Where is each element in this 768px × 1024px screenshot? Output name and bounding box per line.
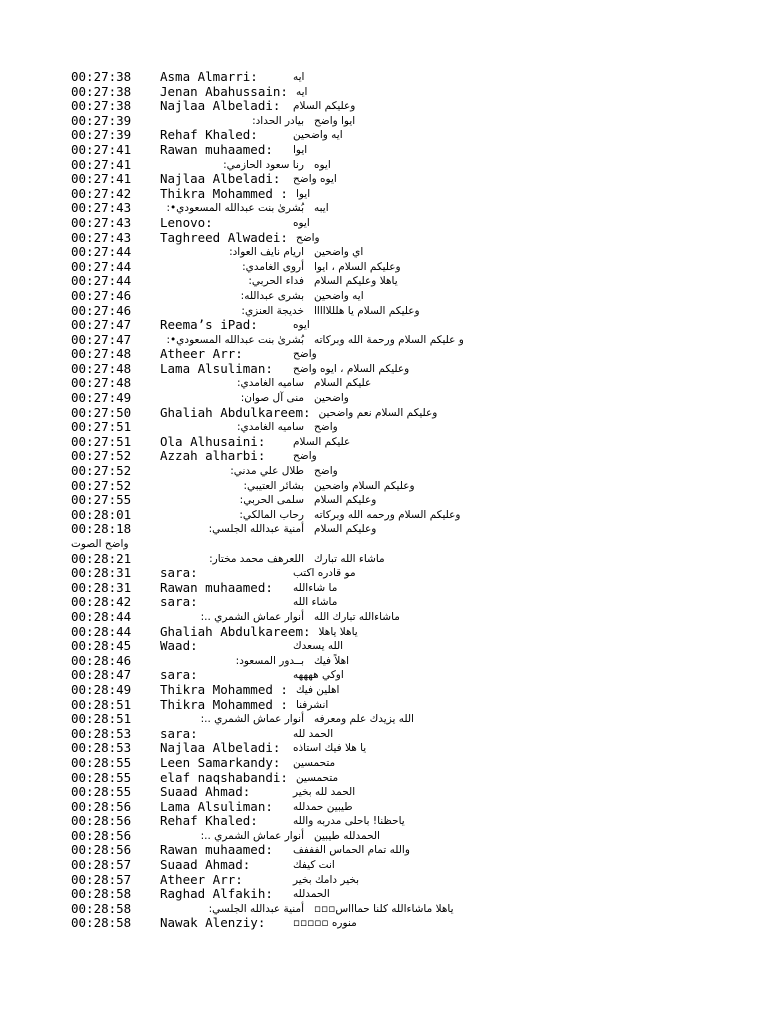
timestamp: 00:28:31 [71,565,132,581]
chat-line [0,406,768,421]
timestamp: 00:27:48 [71,346,132,362]
chat-line [0,99,768,114]
message-text: ايبه [314,202,329,215]
message-text: اهلين فيك [295,683,340,696]
message-text: ماشاء الله تبارك [314,552,385,565]
sender-name: Taghreed Alwadei: [160,229,288,245]
sender-name: طلال علي مدني: [230,465,304,478]
message-text: ياهلا وعليكم السلام [314,275,398,288]
timestamp: 00:27:52 [71,463,132,479]
chat-line [0,114,768,129]
message-text: و عليكم السلام ورحمة الله وبركاته [314,333,464,346]
sender-name: بشرى عبدالله: [240,289,304,302]
message-text: ايوه [314,158,331,171]
message-text: وعليكم السلام ، ايوه واضح [293,362,410,375]
message-text: وعليكم السلام [293,100,356,113]
chat-line [0,581,768,596]
message-text: ياهلا ماشاءالله كلنا حماااس▫▫▫ [314,902,454,915]
message-text: انشرفنا [295,698,329,711]
sender-name: Ghaliah Abdulkareem: [160,404,311,420]
chat-line [0,274,768,289]
message-text: واضح [314,465,338,478]
timestamp: 00:27:41 [71,156,132,172]
message-text: والله تمام الحماس الفففف [293,844,410,857]
chat-line [0,464,768,479]
sender-name: sara: [160,565,198,581]
continued-message-text: واضح الصوت [71,538,129,550]
sender-name: Ghaliah Abdulkareem: [160,623,311,639]
message-text: عليكم السلام [314,377,372,390]
sender-name: Rawan muhaamed: [160,842,273,858]
chat-line [0,683,768,698]
message-text: واضح [314,421,338,434]
timestamp: 00:28:44 [71,608,132,624]
timestamp: 00:27:39 [71,127,132,143]
chat-line [0,231,768,246]
message-text: ياهلا ياهلا [318,625,358,638]
sender-name: بُشرىٰ بنت عبدالله المسعودي•: [166,333,304,346]
message-text: الله يزيدك علم ومعرفه [314,713,414,726]
chat-line [0,610,768,625]
message-text: وعليكم السلام واضحين [314,479,415,492]
sender-name: Suaad Ahmad: [160,784,251,800]
timestamp: 00:27:43 [71,214,132,230]
sender-name: رحاب المالكي: [239,508,304,521]
sender-name: أنوار عماش الشمري ..: [200,829,304,842]
message-text: مو قادره اكتب [293,567,356,580]
message-text: ايوا [295,187,311,200]
chat-line [0,85,768,100]
chat-log [0,70,768,931]
sender-name: Atheer Arr: [160,871,243,887]
sender-name: بيادر الحداد: [252,114,304,127]
chat-line [0,318,768,333]
message-text: ايه واضحين [293,129,343,142]
message-text: ايه [295,85,308,98]
chat-line [0,172,768,187]
message-text: اي واضحين [314,246,364,259]
message-text: ايوه [293,319,310,332]
chat-line [0,143,768,158]
message-text: الحمدلله طيبين [314,829,380,842]
message-text: ايه واضحين [314,289,364,302]
chat-line [0,566,768,581]
timestamp: 00:27:38 [71,98,132,114]
sender-name: Thikra Mohammed : [160,185,288,201]
sender-name: Asma Almarri: [160,69,258,84]
sender-name: رنا سعود الحازمي: [223,158,304,171]
chat-line [0,639,768,654]
sender-name: ساميه الغامدي: [236,377,304,390]
timestamp: 00:28:56 [71,798,132,814]
timestamp: 00:27:44 [71,258,132,274]
message-text: واضحين [314,392,349,405]
sender-name: Reema’s iPad: [160,317,258,333]
sender-name: اللعرهف محمد مختار: [209,552,304,565]
message-text: واضح [293,348,317,361]
sender-name: Rehaf Khaled: [160,127,258,143]
sender-name: Rehaf Khaled: [160,813,258,829]
timestamp: 00:27:38 [71,69,132,84]
sender-name: Atheer Arr: [160,346,243,362]
timestamp: 00:27:41 [71,171,132,187]
message-text: ايه [293,71,305,83]
chat-line [0,843,768,858]
message-text: وعليكم السلام يا هلللااااا [314,304,420,317]
chat-line [0,756,768,771]
chat-line [0,304,768,319]
timestamp: 00:27:43 [71,229,132,245]
message-text: الله يسعدك [293,640,344,653]
timestamp: 00:28:18 [71,521,132,537]
timestamp: 00:28:53 [71,740,132,756]
timestamp: 00:28:44 [71,623,132,639]
timestamp: 00:28:53 [71,725,132,741]
chat-line [0,479,768,494]
chat-line [0,187,768,202]
timestamp: 00:27:41 [71,141,132,157]
sender-name: Leen Samarkandy: [160,754,281,770]
chat-line [0,771,768,786]
message-text: ماشاء الله [293,596,338,609]
message-text: الحمد لله بخير [293,786,356,799]
chat-line [0,625,768,640]
sender-name: Thikra Mohammed : [160,696,288,712]
sender-name: Nawak Alenziy: [160,915,266,931]
chat-line [0,654,768,669]
chat-line [0,289,768,304]
sender-name: سلمى الحربي: [239,494,304,507]
message-text: وعليكم السلام ورحمه الله وبركاته [314,508,461,521]
sender-name: بــدور المسعود: [235,654,304,667]
message-text: ايوه [293,216,310,229]
chat-line [0,216,768,231]
message-text: الحمد لله [293,727,334,740]
timestamp: 00:28:21 [71,550,132,566]
message-text: ايوه واضح [293,173,337,186]
message-text: اهلاً فيك [314,654,350,667]
chat-line [0,435,768,450]
chat-line [0,712,768,727]
message-text: واضح [295,231,320,244]
sender-name: خديجة العنزي: [241,304,304,317]
sender-name: Najlaa Albeladi: [160,740,281,756]
sender-name: Suaad Ahmad: [160,857,251,873]
timestamp: 00:28:58 [71,900,132,916]
chat-line [0,420,768,435]
timestamp: 00:28:55 [71,784,132,800]
timestamp: 00:28:01 [71,506,132,522]
chat-line [0,376,768,391]
chat-line [0,873,768,888]
sender-name: Waad: [160,638,198,654]
timestamp: 00:27:39 [71,112,132,128]
message-text: وعليكم السلام [314,523,377,536]
timestamp: 00:27:48 [71,360,132,376]
chat-line [0,128,768,143]
message-text: عليكم السلام [293,435,351,448]
chat-line [0,595,768,610]
timestamp: 00:28:51 [71,696,132,712]
chat-line [0,668,768,683]
message-text: وعليكم السلام ، ايوا [314,260,401,273]
message-text: ما شاءالله [293,581,338,594]
sender-name: أمنية عبدالله الجلسي: [208,523,304,536]
chat-line [0,70,768,85]
timestamp: 00:27:51 [71,433,132,449]
sender-name: ساميه الغامدي: [236,421,304,434]
timestamp: 00:28:57 [71,857,132,873]
sender-name: elaf naqshabandi: [160,769,288,785]
message-text: انت كيفك [293,859,335,872]
chat-line [0,741,768,756]
message-text: متحمسين [295,771,339,784]
timestamp: 00:27:43 [71,200,132,216]
message-text: متحمسين [293,756,336,769]
timestamp: 00:27:42 [71,185,132,201]
sender-name: منى آل صوان: [240,392,304,405]
timestamp: 00:28:45 [71,638,132,654]
chat-line [0,333,768,348]
message-text: ياحظنا! باحلى مدربه والله [293,815,405,828]
timestamp: 00:27:52 [71,477,132,493]
chat-line [0,698,768,713]
message-text: وعليكم السلام [314,494,377,507]
message-text: اوكي ههههه [293,669,344,682]
chat-line [0,493,768,508]
message-text: الحمدلله [293,888,330,901]
chat-line [0,391,768,406]
sender-name: Ola Alhusaini: [160,433,266,449]
sender-name: اريام نايف العواد: [229,246,304,259]
chat-line [0,829,768,844]
timestamp: 00:28:47 [71,667,132,683]
timestamp: 00:28:58 [71,915,132,931]
chat-line [0,800,768,815]
chat-line [0,902,768,917]
sender-name: Lenovo: [160,214,213,230]
timestamp: 00:27:44 [71,273,132,289]
message-text: وعليكم السلام نعم واضحين [318,406,438,419]
timestamp: 00:28:56 [71,842,132,858]
timestamp: 00:28:55 [71,754,132,770]
chat-line [0,201,768,216]
chat-line [0,887,768,902]
timestamp: 00:28:46 [71,652,132,668]
timestamp: 00:28:55 [71,769,132,785]
chat-line [0,916,768,931]
timestamp: 00:27:44 [71,244,132,260]
chat-line [0,347,768,362]
message-text: ايوا واضح [314,114,356,127]
sender-name: بشائر العتيبي: [243,479,304,492]
timestamp: 00:28:57 [71,871,132,887]
chat-line [0,449,768,464]
sender-name: Rawan muhaamed: [160,141,273,157]
chat-line [0,508,768,523]
timestamp: 00:28:42 [71,594,132,610]
sender-name: sara: [160,594,198,610]
chat-line [0,362,768,377]
timestamp: 00:27:52 [71,448,132,464]
chat-line [0,260,768,275]
chat-line [0,245,768,260]
timestamp: 00:27:38 [71,83,132,99]
sender-name: بُشرىٰ بنت عبدالله المسعودي•: [166,202,304,215]
sender-name: أنوار عماش الشمري ..: [200,610,304,623]
chat-line [0,785,768,800]
message-text: يا هلا فيك استاذه [293,742,367,755]
sender-name: أروى الغامدي: [242,260,304,273]
sender-name: أمنية عبدالله الجلسي: [208,902,304,915]
chat-line [0,522,768,537]
chat-line [0,727,768,742]
sender-name: Lama Alsuliman: [160,798,273,814]
chat-line [0,158,768,173]
chat-line [0,814,768,829]
timestamp: 00:28:56 [71,813,132,829]
chat-line [0,552,768,567]
message-text: بخير دامك بخير [293,873,360,886]
sender-name: فداء الحربي: [248,275,304,288]
message-text: منوره ▫▫▫▫▫ [293,917,357,930]
timestamp: 00:27:47 [71,317,132,333]
timestamp: 00:28:51 [71,711,132,727]
timestamp: 00:27:46 [71,302,132,318]
timestamp: 00:27:50 [71,404,132,420]
timestamp: 00:27:46 [71,287,132,303]
timestamp: 00:27:49 [71,390,132,406]
sender-name: Thikra Mohammed : [160,681,288,697]
message-text: طيبين حمدلله [293,800,353,813]
sender-name: Jenan Abahussain: [160,83,288,99]
timestamp: 00:28:56 [71,827,132,843]
sender-name: sara: [160,667,198,683]
sender-name: Rawan muhaamed: [160,579,273,595]
timestamp: 00:27:51 [71,419,132,435]
sender-name: Lama Alsuliman: [160,360,273,376]
message-text: واضح [293,450,317,463]
timestamp: 00:28:49 [71,681,132,697]
sender-name: sara: [160,725,198,741]
continued-message-line [0,537,768,552]
sender-name: Raghad Alfakih: [160,886,273,902]
timestamp: 00:27:47 [71,331,132,347]
sender-name: Najlaa Albeladi: [160,98,281,114]
sender-name: Azzah alharbi: [160,448,266,464]
timestamp: 00:27:48 [71,375,132,391]
chat-line [0,858,768,873]
sender-name: أنوار عماش الشمري ..: [200,713,304,726]
timestamp: 00:27:55 [71,492,132,508]
message-text: ايوا [293,143,308,156]
sender-name: Najlaa Albeladi: [160,171,281,187]
timestamp: 00:28:31 [71,579,132,595]
message-text: ماشاءالله تبارك الله [314,610,400,623]
timestamp: 00:28:58 [71,886,132,902]
